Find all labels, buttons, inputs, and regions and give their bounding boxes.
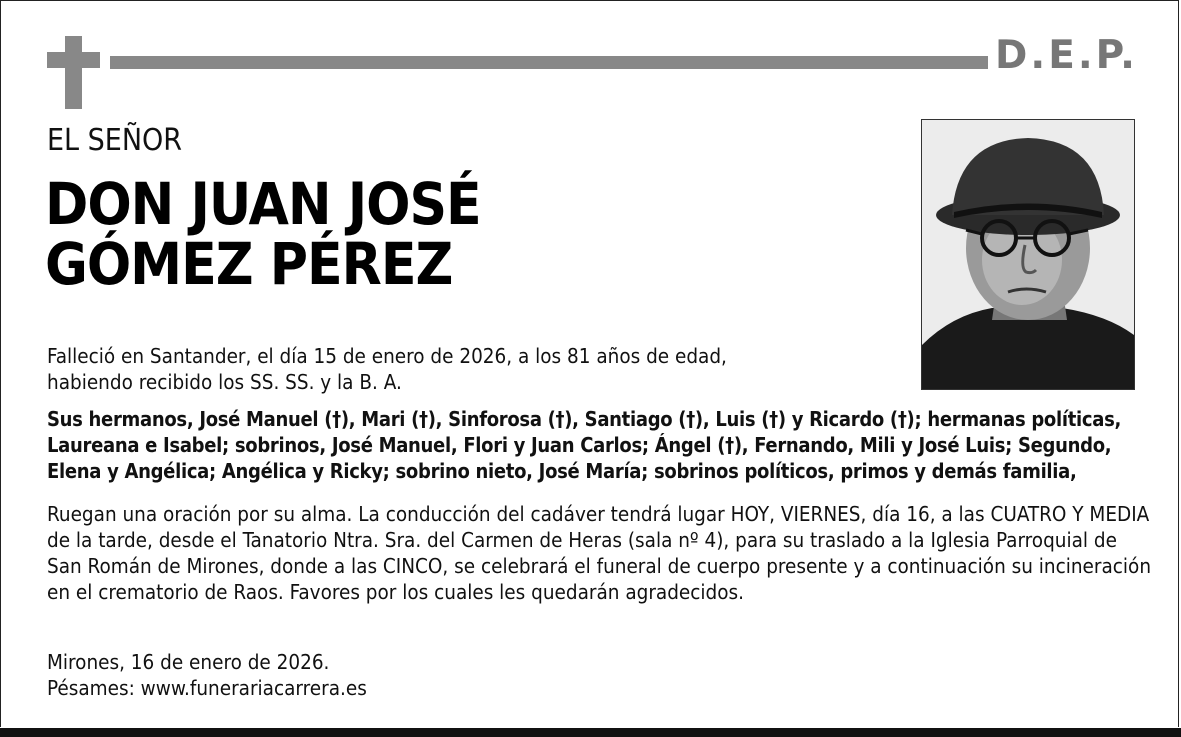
death-notice — [47, 343, 907, 395]
name-line-2: GÓMEZ PÉREZ — [45, 230, 453, 298]
portrait-photo — [921, 119, 1135, 390]
place-date: Mirones, 16 de enero de 2026. — [47, 650, 330, 674]
deceased-name — [45, 170, 481, 298]
header-rule — [110, 56, 988, 69]
footer — [47, 649, 847, 701]
family-paragraph: Sus hermanos, José Manuel (†), Mari (†), Sinforosa (†), Santiago (†), Luis (†) y Ricardo (†); hermanas políticas, Laureana e Isabel; sobrinos, José Manuel, Flori y Juan Carlos; Ángel (†), Fernando, Mili y José Luis; Segundo, Elena y Angélica; Angélica y Ricky; sobrino nieto, José María; sobrinos políticos, primos y demás familia, — [47, 407, 1122, 483]
death-notice-line-2: habiendo recibido los SS. SS. y la B. A. — [47, 370, 402, 394]
condolences-link: Pésames: www.funerariacarrera.es — [47, 676, 367, 700]
ceremony-paragraph: Ruegan una oración por su alma. La conducción del cadáver tendrá lugar HOY, VIERNES, día 16, a las CUATRO Y MEDIA de la tarde, desde el Tanatorio Ntra. Sra. del Carmen de Heras (sala nº 4), para su traslado a la Iglesia Parroquial de San Román de Mirones, donde a las CINCO, se celebrará el funeral de cuerpo presente y a continuación su incineración en el crematorio de Raos. Favores por los cuales les quedarán agradecidos. — [47, 502, 1152, 604]
bottom-rule — [0, 728, 1181, 737]
dep-label: D.E.P. — [995, 33, 1138, 78]
honorific: EL SEÑOR — [47, 123, 183, 158]
death-notice-line-1: Falleció en Santander, el día 15 de enero de 2026, a los 81 años de edad, — [47, 344, 727, 368]
name-line-1: DON JUAN JOSÉ — [45, 170, 481, 238]
